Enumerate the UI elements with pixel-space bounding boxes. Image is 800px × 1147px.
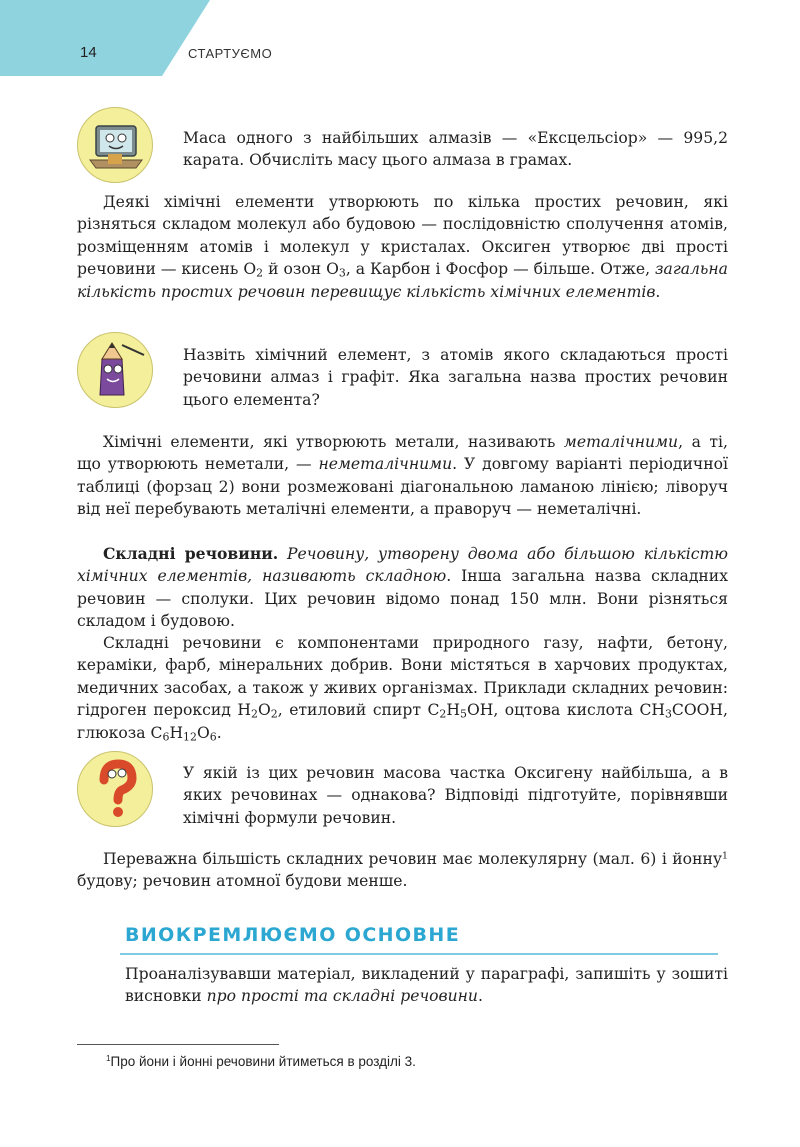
summary-heading: ВИОКРЕМЛЮЄМО ОСНОВНЕ xyxy=(125,924,461,946)
heading-divider xyxy=(120,953,718,955)
paragraph-examples: Складні речовини є компонентами природного газу, нафти, бетону, кераміки, фарб, мінеральних добрив. Вони містяться в харчових продуктах, медичних засобах, а також у живих організмах. Приклади складних речовин: гідроген пероксид $H_2O_2$, етиловий спирт $C_2H_5OH$, оцтова кислота $CH_3COOH$, глюкоза $C_6H_{12}O_6$. xyxy=(77,634,728,744)
page-number: 14 xyxy=(80,44,97,61)
summary-text: Проаналізувавши матеріал, викладений у параграфі, запишіть у зошиті висновки про прості та складні речовини. xyxy=(125,965,728,1006)
header-tab xyxy=(0,0,210,76)
task-3-text: У якій із цих речовин масова частка Оксигену найбільша, а в яких речовинах — однакова? Відповіді підготуйте, порівнявши хімічні формули речовин. xyxy=(183,764,728,827)
paragraph-structure: Переважна більшість складних речовин має молекулярну (мал. 6) і йонну$^1$ будову; речовин атомної будови менше. xyxy=(77,850,728,891)
question-mark-mascot-icon xyxy=(77,751,153,827)
paragraph-metals-nonmetals: Хімічні елементи, які утворюють метали, називають металічними, а ті, що утворюють неметали, — неметалічними. У довгому варіанті періодичної таблиці (форзац 2) вони розмежовані діагональною ламаною лінією; ліворуч від неї перебувають металічні елементи, а праворуч — неметалічні. xyxy=(77,433,728,519)
section-title: СТАРТУЄМО xyxy=(188,46,273,61)
footnote: $^1$Про йони і йонні речовини йтиметься в розділі 3. xyxy=(106,1054,416,1069)
task-1-text: Маса одного з найбільших алмазів — «Ексцельсіор» — 995,2 карата. Обчисліть масу цього алмаза в грамах. xyxy=(183,129,728,170)
pencil-mascot-icon xyxy=(77,332,153,408)
laptop-mascot-icon xyxy=(77,107,153,183)
paragraph-simple-substances: Деякі хімічні елементи утворюють по кілька простих речовин, які різняться складом молекул або будовою — послідовністю сполучення атомів, розміщенням атомів і молекул у кристалах. Оксиген утворює дві прості речовини — кисень $O_2$ й озон $O_3$, а Карбон і Фосфор — більше. Отже, загальна кількість простих речовин перевищує кількість хімічних елементів. xyxy=(77,193,728,301)
paragraph-complex-substances: Складні речовини. Речовину, утворену двома або більшою кількістю хімічних елементів, називають складною. Інша загальна назва складних речовин — сполуки. Цих речовин відомо понад 150 млн. Вони різняться складом і будовою. xyxy=(77,544,728,631)
task-2-text: Назвіть хімічний елемент, з атомів якого складаються прості речовини алмаз і графіт. Яка загальна назва простих речовин цього елемента? xyxy=(183,346,728,409)
footnote-divider xyxy=(77,1044,279,1045)
